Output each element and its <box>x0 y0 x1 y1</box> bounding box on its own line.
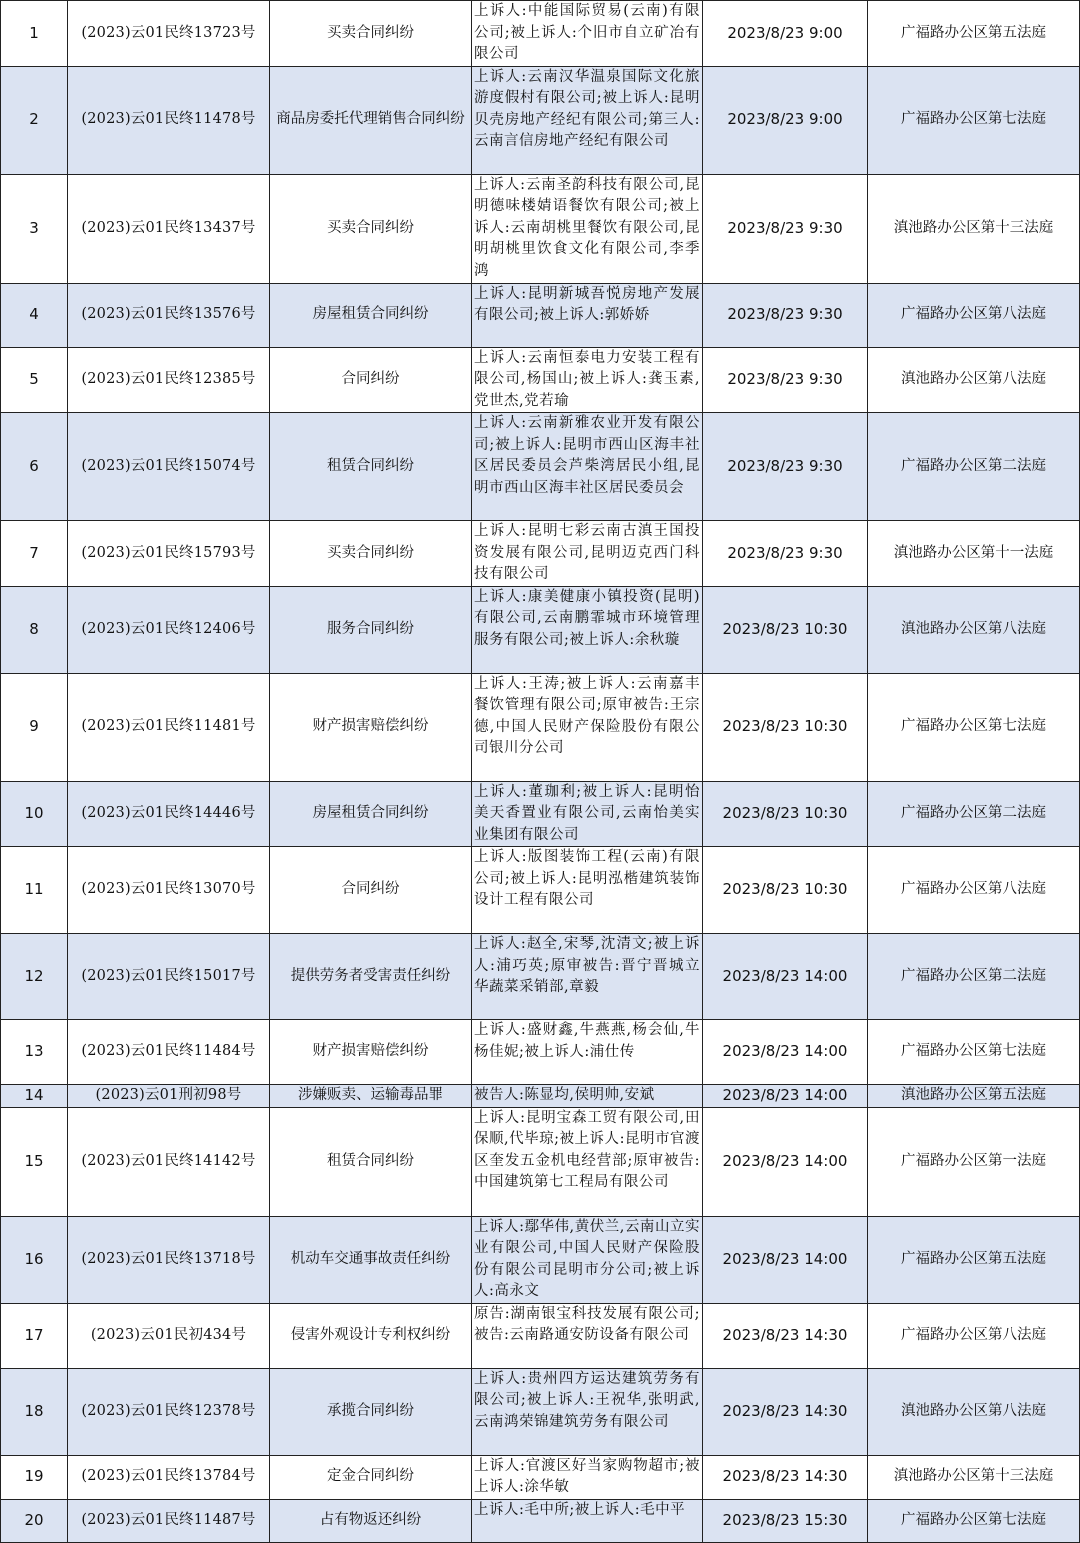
row-number: 16 <box>1 1216 68 1303</box>
case-number: (2023)云01民终12378号 <box>68 1368 270 1455</box>
courtroom: 滇池路办公区第八法庭 <box>868 347 1080 413</box>
courtroom: 广福路办公区第二法庭 <box>868 413 1080 521</box>
courtroom: 广福路办公区第七法庭 <box>868 1020 1080 1085</box>
hearing-time: 2023/8/23 14:30 <box>703 1303 868 1368</box>
row-number: 2 <box>1 66 68 174</box>
row-number: 9 <box>1 673 68 781</box>
case-parties: 被告人:陈显均,侯明帅,安斌 <box>472 1085 703 1108</box>
table-row <box>1 347 1080 413</box>
case-parties: 上诉人:盛财鑫,牛燕燕,杨会仙,牛杨佳妮;被上诉人:浦仕传 <box>472 1020 703 1085</box>
courtroom: 广福路办公区第八法庭 <box>868 1303 1080 1368</box>
row-number: 4 <box>1 283 68 347</box>
table-row <box>1 781 1080 847</box>
hearing-time: 2023/8/23 14:00 <box>703 1020 868 1085</box>
case-cause: 租赁合同纠纷 <box>270 1107 472 1216</box>
case-cause: 承揽合同纠纷 <box>270 1368 472 1455</box>
courtroom: 滇池路办公区第八法庭 <box>868 586 1080 673</box>
row-number: 19 <box>1 1455 68 1499</box>
case-parties: 上诉人:云南圣韵科技有限公司,昆明德味楼婧语餐饮有限公司;被上诉人:云南胡桃里餐饮有限公司,昆明胡桃里饮食文化有限公司,李季鸿 <box>472 174 703 283</box>
table-row <box>1 283 1080 347</box>
case-number: (2023)云01民终11484号 <box>68 1020 270 1085</box>
case-number: (2023)云01民终11478号 <box>68 66 270 174</box>
row-number: 15 <box>1 1107 68 1216</box>
row-number: 20 <box>1 1499 68 1542</box>
row-number: 3 <box>1 174 68 283</box>
case-number: (2023)云01民终12385号 <box>68 347 270 413</box>
courtroom: 广福路办公区第五法庭 <box>868 1216 1080 1303</box>
case-number: (2023)云01民初434号 <box>68 1303 270 1368</box>
table-row <box>1 66 1080 174</box>
case-cause: 侵害外观设计专利权纠纷 <box>270 1303 472 1368</box>
case-cause: 买卖合同纠纷 <box>270 521 472 587</box>
case-parties: 上诉人:康美健康小镇投资(昆明)有限公司,云南鹏霏城市环境管理服务有限公司;被上诉人:余秋璇 <box>472 586 703 673</box>
case-parties: 上诉人:董珈利;被上诉人:昆明怡美天香置业有限公司,云南怡美实业集团有限公司 <box>472 781 703 847</box>
hearing-time: 2023/8/23 14:00 <box>703 1085 868 1108</box>
case-parties: 原告:湖南银宝科技发展有限公司;被告:云南路通安防设备有限公司 <box>472 1303 703 1368</box>
row-number: 14 <box>1 1085 68 1108</box>
row-number: 8 <box>1 586 68 673</box>
hearing-time: 2023/8/23 14:00 <box>703 934 868 1020</box>
hearing-time: 2023/8/23 9:30 <box>703 413 868 521</box>
courtroom: 广福路办公区第二法庭 <box>868 781 1080 847</box>
case-parties: 上诉人:昆明宝森工贸有限公司,田保顺,代毕琼;被上诉人:昆明市官渡区奎发五金机电经营部;原审被告:中国建筑第七工程局有限公司 <box>472 1107 703 1216</box>
case-parties: 上诉人:赵全,宋琴,沈清文;被上诉人:浦巧英;原审被告:晋宁晋城立华蔬菜采销部,章毅 <box>472 934 703 1020</box>
case-cause: 买卖合同纠纷 <box>270 174 472 283</box>
hearing-time: 2023/8/23 9:30 <box>703 521 868 587</box>
case-number: (2023)云01民终11487号 <box>68 1499 270 1542</box>
case-parties: 上诉人:毛中所;被上诉人:毛中平 <box>472 1499 703 1542</box>
hearing-time: 2023/8/23 10:30 <box>703 586 868 673</box>
courtroom: 广福路办公区第八法庭 <box>868 283 1080 347</box>
hearing-time: 2023/8/23 10:30 <box>703 673 868 781</box>
case-cause: 占有物返还纠纷 <box>270 1499 472 1542</box>
table-row <box>1 934 1080 1020</box>
case-number: (2023)云01民终13784号 <box>68 1455 270 1499</box>
courtroom: 广福路办公区第五法庭 <box>868 1 1080 67</box>
table-row <box>1 847 1080 934</box>
table-row <box>1 673 1080 781</box>
courtroom: 滇池路办公区第十三法庭 <box>868 174 1080 283</box>
case-cause: 房屋租赁合同纠纷 <box>270 781 472 847</box>
row-number: 1 <box>1 1 68 67</box>
table-row <box>1 521 1080 587</box>
case-number: (2023)云01民终15793号 <box>68 521 270 587</box>
case-parties: 上诉人:云南新雅农业开发有限公司;被上诉人:昆明市西山区海丰社区居民委员会芦柴湾居民小组,昆明市西山区海丰社区居民委员会 <box>472 413 703 521</box>
row-number: 13 <box>1 1020 68 1085</box>
hearing-time: 2023/8/23 9:00 <box>703 1 868 67</box>
table-row <box>1 1368 1080 1455</box>
case-number: (2023)云01民终11481号 <box>68 673 270 781</box>
courtroom: 滇池路办公区第五法庭 <box>868 1085 1080 1108</box>
row-number: 12 <box>1 934 68 1020</box>
case-cause: 租赁合同纠纷 <box>270 413 472 521</box>
courtroom: 滇池路办公区第十一法庭 <box>868 521 1080 587</box>
case-number: (2023)云01刑初98号 <box>68 1085 270 1108</box>
hearing-time: 2023/8/23 9:00 <box>703 66 868 174</box>
hearing-time: 2023/8/23 10:30 <box>703 781 868 847</box>
row-number: 17 <box>1 1303 68 1368</box>
hearing-time: 2023/8/23 10:30 <box>703 847 868 934</box>
case-parties: 上诉人:昆明新城吾悦房地产发展有限公司;被上诉人:郭娇娇 <box>472 283 703 347</box>
table-row <box>1 1 1080 67</box>
case-cause: 买卖合同纠纷 <box>270 1 472 67</box>
row-number: 10 <box>1 781 68 847</box>
case-cause: 财产损害赔偿纠纷 <box>270 1020 472 1085</box>
case-number: (2023)云01民终13437号 <box>68 174 270 283</box>
case-number: (2023)云01民终13718号 <box>68 1216 270 1303</box>
case-number: (2023)云01民终15017号 <box>68 934 270 1020</box>
case-parties: 上诉人:云南汉华温泉国际文化旅游度假村有限公司;被上诉人:昆明贝壳房地产经纪有限公司;第三人:云南言信房地产经纪有限公司 <box>472 66 703 174</box>
courtroom: 广福路办公区第七法庭 <box>868 1499 1080 1542</box>
table-row <box>1 174 1080 283</box>
case-parties: 上诉人:中能国际贸易(云南)有限公司;被上诉人:个旧市自立矿冶有限公司 <box>472 1 703 67</box>
hearing-time: 2023/8/23 14:30 <box>703 1455 868 1499</box>
case-parties: 上诉人:贵州四方运达建筑劳务有限公司;被上诉人:王祝华,张明武,云南鸿荣锦建筑劳务有限公司 <box>472 1368 703 1455</box>
table-row <box>1 1107 1080 1216</box>
hearing-time: 2023/8/23 9:30 <box>703 347 868 413</box>
case-cause: 机动车交通事故责任纠纷 <box>270 1216 472 1303</box>
case-cause: 服务合同纠纷 <box>270 586 472 673</box>
case-parties: 上诉人:鄢华伟,黄伏兰,云南山立实业有限公司,中国人民财产保险股份有限公司昆明市分公司;被上诉人:高永文 <box>472 1216 703 1303</box>
hearing-time: 2023/8/23 14:30 <box>703 1368 868 1455</box>
case-parties: 上诉人:官渡区好当家购物超市;被上诉人:涂华敏 <box>472 1455 703 1499</box>
row-number: 11 <box>1 847 68 934</box>
case-cause: 财产损害赔偿纠纷 <box>270 673 472 781</box>
courtroom: 广福路办公区第八法庭 <box>868 847 1080 934</box>
table-row <box>1 1216 1080 1303</box>
row-number: 18 <box>1 1368 68 1455</box>
case-parties: 上诉人:版图装饰工程(云南)有限公司;被上诉人:昆明泓楷建筑装饰设计工程有限公司 <box>472 847 703 934</box>
table-row <box>1 1303 1080 1368</box>
case-number: (2023)云01民终12406号 <box>68 586 270 673</box>
row-number: 5 <box>1 347 68 413</box>
hearing-time: 2023/8/23 15:30 <box>703 1499 868 1542</box>
case-parties: 上诉人:王涛;被上诉人:云南嘉丰餐饮管理有限公司;原审被告:王宗德,中国人民财产保险股份有限公司银川分公司 <box>472 673 703 781</box>
case-parties: 上诉人:云南恒泰电力安装工程有限公司,杨国山;被上诉人:龚玉素,党世杰,党若瑜 <box>472 347 703 413</box>
courtroom: 广福路办公区第一法庭 <box>868 1107 1080 1216</box>
hearing-time: 2023/8/23 14:00 <box>703 1107 868 1216</box>
table-row <box>1 1020 1080 1085</box>
case-cause: 合同纠纷 <box>270 847 472 934</box>
table-row <box>1 586 1080 673</box>
case-number: (2023)云01民终14142号 <box>68 1107 270 1216</box>
case-parties: 上诉人:昆明七彩云南古滇王国投资发展有限公司,昆明迈克西门科技有限公司 <box>472 521 703 587</box>
row-number: 6 <box>1 413 68 521</box>
row-number: 7 <box>1 521 68 587</box>
case-number: (2023)云01民终13576号 <box>68 283 270 347</box>
hearing-time: 2023/8/23 9:30 <box>703 174 868 283</box>
case-cause: 合同纠纷 <box>270 347 472 413</box>
case-number: (2023)云01民终13070号 <box>68 847 270 934</box>
case-cause: 房屋租赁合同纠纷 <box>270 283 472 347</box>
case-number: (2023)云01民终14446号 <box>68 781 270 847</box>
courtroom: 广福路办公区第七法庭 <box>868 66 1080 174</box>
case-cause: 涉嫌贩卖、运输毒品罪 <box>270 1085 472 1108</box>
hearing-time: 2023/8/23 14:00 <box>703 1216 868 1303</box>
courtroom: 滇池路办公区第十三法庭 <box>868 1455 1080 1499</box>
case-cause: 定金合同纠纷 <box>270 1455 472 1499</box>
table-row <box>1 1085 1080 1108</box>
hearing-time: 2023/8/23 9:30 <box>703 283 868 347</box>
courtroom: 广福路办公区第二法庭 <box>868 934 1080 1020</box>
case-number: (2023)云01民终15074号 <box>68 413 270 521</box>
courtroom: 广福路办公区第七法庭 <box>868 673 1080 781</box>
courtroom: 滇池路办公区第八法庭 <box>868 1368 1080 1455</box>
case-number: (2023)云01民终13723号 <box>68 1 270 67</box>
table-row <box>1 413 1080 521</box>
case-cause: 商品房委托代理销售合同纠纷 <box>270 66 472 174</box>
table-row <box>1 1455 1080 1499</box>
case-cause: 提供劳务者受害责任纠纷 <box>270 934 472 1020</box>
